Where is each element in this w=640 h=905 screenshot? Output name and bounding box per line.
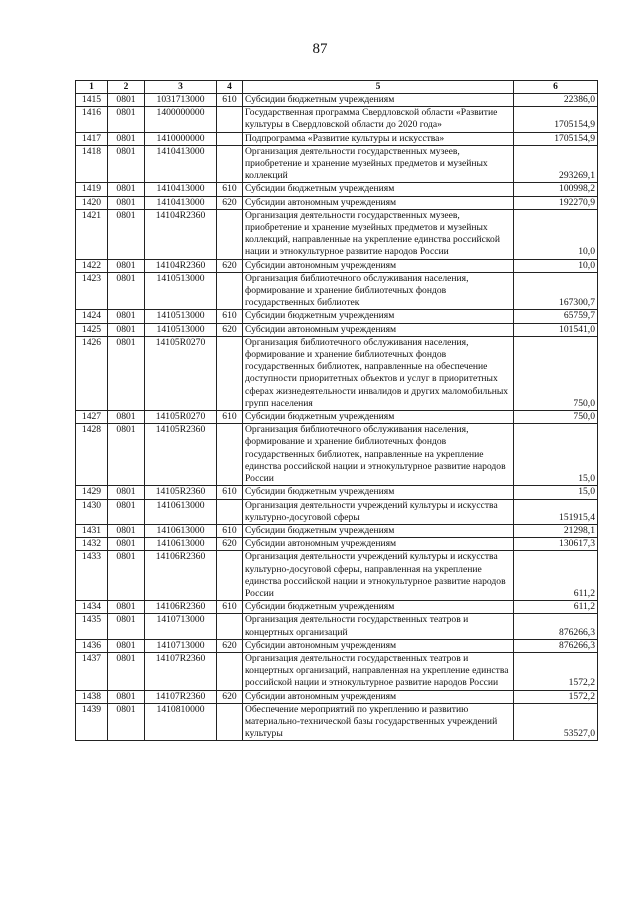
target-code-cell: 1410513000	[145, 272, 217, 310]
expense-type-cell: 620	[217, 323, 243, 336]
amount-cell: 15,0	[514, 424, 598, 486]
amount-cell: 611,2	[514, 601, 598, 614]
target-code-cell: 1410613000	[145, 499, 217, 524]
target-code-cell: 1410713000	[145, 614, 217, 639]
amount-cell: 750,0	[514, 411, 598, 424]
item-name-cell: Организация деятельности государственных театров и концертных организаций	[243, 614, 514, 639]
target-code-cell: 14106R2360	[145, 551, 217, 601]
item-name-cell: Организация деятельности учреждений культуры и искусства культурно-досуговой сферы	[243, 499, 514, 524]
table-row	[76, 323, 598, 336]
target-code-cell: 14104R2360	[145, 259, 217, 272]
target-code-cell: 14107R2360	[145, 652, 217, 690]
table-row	[76, 183, 598, 196]
row-number-cell: 1433	[76, 551, 108, 601]
expense-type-cell: 620	[217, 639, 243, 652]
table-row	[76, 424, 598, 486]
item-name-cell: Субсидии бюджетным учреждениям	[243, 310, 514, 323]
row-number-cell: 1438	[76, 690, 108, 703]
amount-cell: 10,0	[514, 209, 598, 259]
expense-type-cell: 620	[217, 538, 243, 551]
expense-type-cell	[217, 209, 243, 259]
row-number-cell: 1424	[76, 310, 108, 323]
target-code-cell: 1400000000	[145, 107, 217, 132]
target-code-cell: 1410713000	[145, 639, 217, 652]
table-row	[76, 601, 598, 614]
row-number-cell: 1416	[76, 107, 108, 132]
target-code-cell: 14106R2360	[145, 601, 217, 614]
item-name-cell: Государственная программа Свердловской области «Развитие культуры в Свердловской области до 2020 года»	[243, 107, 514, 132]
item-name-cell: Обеспечение мероприятий по укреплению и развитию материально-технической базы государственных учреждений культуры	[243, 703, 514, 741]
target-code-cell: 14105R2360	[145, 486, 217, 499]
target-code-cell: 1410613000	[145, 538, 217, 551]
expense-type-cell	[217, 145, 243, 183]
table-row	[76, 272, 598, 310]
expense-type-cell: 620	[217, 690, 243, 703]
row-number-cell: 1422	[76, 259, 108, 272]
section-code-cell: 0801	[108, 145, 145, 183]
target-code-cell: 1031713000	[145, 94, 217, 107]
target-code-cell: 14105R2360	[145, 424, 217, 486]
item-name-cell: Организация деятельности государственных музеев, приобретение и хранение музейных предметов и музейных коллекций, направленные на укрепление единства российской нации и этнокультурное развитие народов России	[243, 209, 514, 259]
table-row	[76, 259, 598, 272]
target-code-cell: 14107R2360	[145, 690, 217, 703]
item-name-cell: Субсидии автономным учреждениям	[243, 259, 514, 272]
budget-table	[75, 80, 598, 741]
section-code-cell: 0801	[108, 310, 145, 323]
item-name-cell: Субсидии бюджетным учреждениям	[243, 183, 514, 196]
table-body	[76, 94, 598, 741]
table-row	[76, 614, 598, 639]
amount-cell: 101541,0	[514, 323, 598, 336]
expense-type-cell	[217, 499, 243, 524]
item-name-cell: Субсидии бюджетным учреждениям	[243, 411, 514, 424]
header-col-1: 1	[76, 81, 108, 94]
expense-type-cell: 610	[217, 411, 243, 424]
amount-cell: 1705154,9	[514, 107, 598, 132]
row-number-cell: 1423	[76, 272, 108, 310]
row-number-cell: 1427	[76, 411, 108, 424]
amount-cell: 151915,4	[514, 499, 598, 524]
expense-type-cell	[217, 551, 243, 601]
row-number-cell: 1418	[76, 145, 108, 183]
row-number-cell: 1426	[76, 336, 108, 410]
expense-type-cell	[217, 703, 243, 741]
section-code-cell: 0801	[108, 272, 145, 310]
section-code-cell: 0801	[108, 323, 145, 336]
section-code-cell: 0801	[108, 538, 145, 551]
section-code-cell: 0801	[108, 196, 145, 209]
amount-cell: 611,2	[514, 551, 598, 601]
table-row	[76, 538, 598, 551]
header-row	[76, 81, 598, 94]
row-number-cell: 1436	[76, 639, 108, 652]
item-name-cell: Субсидии бюджетным учреждениям	[243, 486, 514, 499]
table-row	[76, 499, 598, 524]
target-code-cell: 1410000000	[145, 132, 217, 145]
target-code-cell: 1410613000	[145, 524, 217, 537]
target-code-cell: 1410513000	[145, 323, 217, 336]
item-name-cell: Субсидии бюджетным учреждениям	[243, 601, 514, 614]
expense-type-cell: 610	[217, 183, 243, 196]
amount-cell: 21298,1	[514, 524, 598, 537]
expense-type-cell: 610	[217, 94, 243, 107]
expense-type-cell: 610	[217, 601, 243, 614]
row-number-cell: 1425	[76, 323, 108, 336]
amount-cell: 15,0	[514, 486, 598, 499]
row-number-cell: 1430	[76, 499, 108, 524]
table-row	[76, 107, 598, 132]
amount-cell: 293269,1	[514, 145, 598, 183]
expense-type-cell	[217, 132, 243, 145]
section-code-cell: 0801	[108, 639, 145, 652]
item-name-cell: Субсидии автономным учреждениям	[243, 690, 514, 703]
row-number-cell: 1434	[76, 601, 108, 614]
expense-type-cell	[217, 614, 243, 639]
section-code-cell: 0801	[108, 652, 145, 690]
section-code-cell: 0801	[108, 336, 145, 410]
item-name-cell: Субсидии автономным учреждениям	[243, 323, 514, 336]
table-row	[76, 524, 598, 537]
row-number-cell: 1428	[76, 424, 108, 486]
table-row	[76, 486, 598, 499]
page-number: 87	[312, 41, 328, 57]
section-code-cell: 0801	[108, 209, 145, 259]
expense-type-cell: 610	[217, 486, 243, 499]
amount-cell: 167300,7	[514, 272, 598, 310]
amount-cell: 130617,3	[514, 538, 598, 551]
section-code-cell: 0801	[108, 703, 145, 741]
row-number-cell: 1415	[76, 94, 108, 107]
item-name-cell: Подпрограмма «Развитие культуры и искусства»	[243, 132, 514, 145]
section-code-cell: 0801	[108, 486, 145, 499]
section-code-cell: 0801	[108, 499, 145, 524]
table-row	[76, 94, 598, 107]
row-number-cell: 1439	[76, 703, 108, 741]
table-row	[76, 145, 598, 183]
table-row	[76, 132, 598, 145]
section-code-cell: 0801	[108, 94, 145, 107]
row-number-cell: 1432	[76, 538, 108, 551]
row-number-cell: 1419	[76, 183, 108, 196]
section-code-cell: 0801	[108, 183, 145, 196]
amount-cell: 100998,2	[514, 183, 598, 196]
header-col-3: 3	[145, 81, 217, 94]
table-row	[76, 336, 598, 410]
item-name-cell: Субсидии автономным учреждениям	[243, 538, 514, 551]
item-name-cell: Организация деятельности учреждений культуры и искусства культурно-досуговой сферы, направленная на укрепление единства российской нации и этнокультурное развитие народов России	[243, 551, 514, 601]
item-name-cell: Организация библиотечного обслуживания населения, формирование и хранение библиотечных фондов государственных библиотек	[243, 272, 514, 310]
row-number-cell: 1437	[76, 652, 108, 690]
table-row	[76, 690, 598, 703]
expense-type-cell	[217, 652, 243, 690]
expense-type-cell: 620	[217, 196, 243, 209]
table-row	[76, 411, 598, 424]
item-name-cell: Субсидии автономным учреждениям	[243, 639, 514, 652]
header-col-4: 4	[217, 81, 243, 94]
section-code-cell: 0801	[108, 551, 145, 601]
target-code-cell: 1410413000	[145, 196, 217, 209]
item-name-cell: Субсидии бюджетным учреждениям	[243, 94, 514, 107]
section-code-cell: 0801	[108, 524, 145, 537]
table-row	[76, 209, 598, 259]
section-code-cell: 0801	[108, 411, 145, 424]
expense-type-cell	[217, 336, 243, 410]
amount-cell: 876266,3	[514, 639, 598, 652]
table-row	[76, 196, 598, 209]
header-col-2: 2	[108, 81, 145, 94]
section-code-cell: 0801	[108, 614, 145, 639]
row-number-cell: 1417	[76, 132, 108, 145]
amount-cell: 22386,0	[514, 94, 598, 107]
header-col-6: 6	[514, 81, 598, 94]
target-code-cell: 1410810000	[145, 703, 217, 741]
header-col-5: 5	[243, 81, 514, 94]
amount-cell: 10,0	[514, 259, 598, 272]
target-code-cell: 1410513000	[145, 310, 217, 323]
table-row	[76, 551, 598, 601]
table-row	[76, 639, 598, 652]
amount-cell: 1572,2	[514, 690, 598, 703]
expense-type-cell	[217, 272, 243, 310]
amount-cell: 192270,9	[514, 196, 598, 209]
section-code-cell: 0801	[108, 259, 145, 272]
row-number-cell: 1431	[76, 524, 108, 537]
section-code-cell: 0801	[108, 424, 145, 486]
item-name-cell: Организация деятельности государственных музеев, приобретение и хранение музейных предметов и музейных коллекций	[243, 145, 514, 183]
item-name-cell: Организация библиотечного обслуживания населения, формирование и хранение библиотечных фондов государственных библиотек, направленные на обеспечение доступности приоритетных объектов и услуг в приоритетных сферах жизнедеятельности инвалидов и других маломобильных групп населения	[243, 336, 514, 410]
section-code-cell: 0801	[108, 690, 145, 703]
item-name-cell: Субсидии бюджетным учреждениям	[243, 524, 514, 537]
item-name-cell: Организация деятельности государственных театров и концертных организаций, направленная на укрепление единства российской нации и этнокультурное развитие народов России	[243, 652, 514, 690]
amount-cell: 1705154,9	[514, 132, 598, 145]
expense-type-cell: 610	[217, 310, 243, 323]
target-code-cell: 1410413000	[145, 183, 217, 196]
row-number-cell: 1435	[76, 614, 108, 639]
amount-cell: 65759,7	[514, 310, 598, 323]
row-number-cell: 1421	[76, 209, 108, 259]
section-code-cell: 0801	[108, 132, 145, 145]
amount-cell: 876266,3	[514, 614, 598, 639]
amount-cell: 750,0	[514, 336, 598, 410]
target-code-cell: 14105R0270	[145, 411, 217, 424]
section-code-cell: 0801	[108, 601, 145, 614]
expense-type-cell	[217, 424, 243, 486]
target-code-cell: 14105R0270	[145, 336, 217, 410]
expense-type-cell	[217, 107, 243, 132]
amount-cell: 1572,2	[514, 652, 598, 690]
item-name-cell: Субсидии автономным учреждениям	[243, 196, 514, 209]
table-row	[76, 703, 598, 741]
expense-type-cell: 620	[217, 259, 243, 272]
table-row	[76, 652, 598, 690]
target-code-cell: 14104R2360	[145, 209, 217, 259]
expense-type-cell: 610	[217, 524, 243, 537]
amount-cell: 53527,0	[514, 703, 598, 741]
item-name-cell: Организация библиотечного обслуживания населения, формирование и хранение библиотечных фондов государственных библиотек, направленные на укрепление единства российской нации и этнокультурное развитие народов России	[243, 424, 514, 486]
row-number-cell: 1420	[76, 196, 108, 209]
section-code-cell: 0801	[108, 107, 145, 132]
table-row	[76, 310, 598, 323]
row-number-cell: 1429	[76, 486, 108, 499]
target-code-cell: 1410413000	[145, 145, 217, 183]
